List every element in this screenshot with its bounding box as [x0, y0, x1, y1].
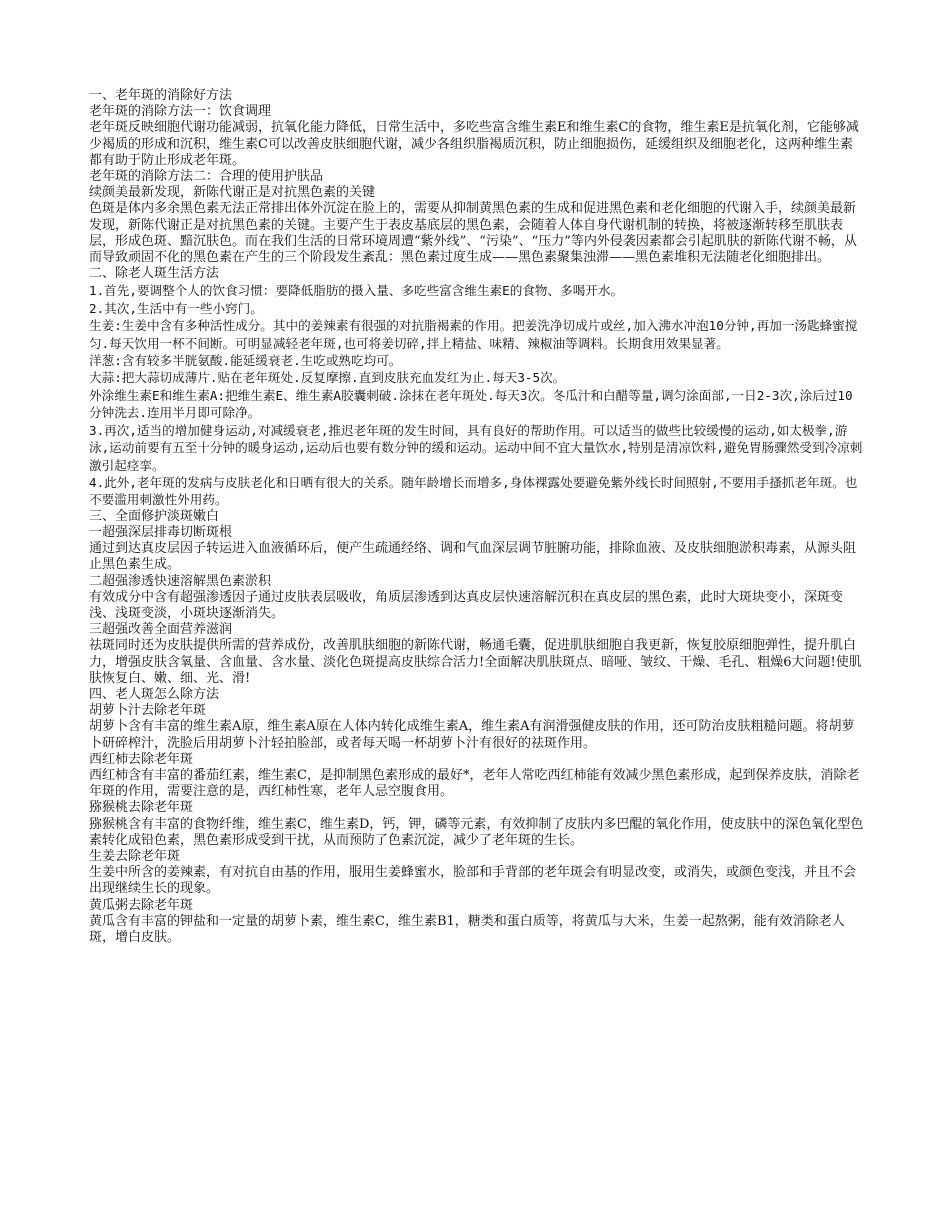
paragraph: 4.此外,老年斑的发病与皮肤老化和日晒有很大的关系。随年龄增长而增多,身体裸露处要避免紫外线长时间照射,不要用手搔抓老年斑。也不要滥用刺激性外用药。	[89, 474, 858, 508]
section-heading-2: 二、除老人斑生活方法	[89, 266, 220, 282]
subheading: 老年斑的消除方法一：饮食调理	[89, 104, 272, 120]
subheading: 二超强渗透快速溶解黑色素淤积	[89, 573, 272, 589]
paragraph: 3.再次,适当的增加健身运动,对减缓衰老,推迟老年斑的发生时间，具有良好的帮助作用。可以适当的做些比较缓慢的运动,如太极拳,游泳,运动前要有五至十分钟的暖身运动,运动后也要有数分钟的缓和运动。运动中间不宜大量饮水,特别是清凉饮料,避免胃肠骤然受到冷凉刺激引起痉挛。	[89, 422, 863, 473]
subheading: 生姜去除老年斑	[89, 848, 181, 864]
paragraph: 通过到达真皮层因子转运进入血液循环后，便产生疏通经络、调和气血深层调节脏腑功能，排除血液、及皮肤细胞淤积毒素，从源头阻止黑色素生成。	[89, 541, 857, 573]
paragraph: 西红柿含有丰富的番茄红素，维生素C，是抑制黑色素形成的最好*，老年人常吃西红柿能有效减少黑色素形成，起到保养皮肤，消除老年斑的作用，需要注意的是，西红柿性寒，老年人忌空腹食用。	[89, 767, 860, 800]
paragraph: 洋葱:含有较多半胱氨酸.能延缓衰老.生吃或熟吃均可。	[89, 353, 402, 369]
paragraph: 生姜:生姜中含有多种活性成分。其中的姜辣素有很强的对抗脂褐素的作用。把姜洗净切成片或丝,加入沸水冲泡10分钟,再加一汤匙蜂蜜搅匀.每天饮用一杯不间断。可明显减轻老年斑,也可将姜切碎,拌上精盐、味精、辣椒油等调料。长期食用效果显著。	[89, 318, 858, 351]
document-body	[89, 88, 864, 946]
paragraph: 外涂维生素E和维生素A:把维生素E、维生素A胶囊刺破.涂抹在老年斑处.每天3次。冬瓜汁和白醋等量,调匀涂面部,一日2-3次,涂后过10分钟洗去.连用半月即可除净。	[89, 387, 853, 421]
subheading: 续颜美最新发现，新陈代谢正是对抗黑色素的关键	[89, 185, 376, 201]
paragraph: 黄瓜含有丰富的钾盐和一定量的胡萝卜素，维生素C，维生素B1，糖类和蛋白质等，将黄瓜与大米，生姜一起熬粥，能有效消除老人斑，增白皮肤。	[89, 913, 845, 945]
subheading: 西红柿去除老年斑	[89, 751, 194, 767]
subheading: 老年斑的消除方法二：合理的使用护肤品	[89, 169, 324, 185]
subheading: 三超强改善全面营养滋润	[89, 622, 233, 638]
paragraph: 大蒜:把大蒜切成薄片.贴在老年斑处.反复摩擦.直到皮肤充血发红为止.每天3-5次。	[89, 370, 566, 386]
subheading: 一超强深层排毒切断斑根	[89, 524, 233, 540]
subheading: 黄瓜粥去除老年斑	[89, 897, 194, 913]
paragraph: 有效成分中含有超强渗透因子通过皮肤表层吸收，角质层渗透到达真皮层快速溶解沉积在真皮层的黑色素，此时大斑块变小，深斑变浅、浅斑变淡，小斑块逐渐消失。	[89, 589, 844, 621]
paragraph: 猕猴桃含有丰富的食物纤维，维生素C，维生素D，钙，钾，磷等元素，有效抑制了皮肤内多巴醌的氧化作用，使皮肤中的深色氧化型色素转化成铅色素，黑色素形成受到干扰，从而预防了色素沉淀，减少了老年斑的生长。	[89, 816, 864, 848]
subheading: 猕猴桃去除老年斑	[89, 800, 194, 816]
paragraph: 生姜中所含的姜辣素，有对抗自由基的作用，服用生姜蜂蜜水，脸部和手背部的老年斑会有明显改变，或消失，或颜色变浅，并且不会出现继续生长的现象。	[89, 865, 857, 897]
paragraph: 色斑是体内多余黑色素无法正常排出体外沉淀在脸上的，需要从抑制黄黑色素的生成和促进黑色素和老化细胞的代谢入手，续颜美最新发现，新陈代谢正是对抗黑色素的关键。主要产生于表皮基底层的黑色素，会随着人体自身代谢机制的转换，将被逐渐转移至肌肤表层，形成色斑、黯沉肤色。而在我们生活的日常环境周遭“紫外线”、“污染”、“压力”等内外侵袭因素都会引起肌肤的新陈代谢不畅，从而导致顽固不化的黑色素在产生的三个阶段发生紊乱：黑色素过度生成——黑色素聚集浊滞——黑色素堆积无法随老化细胞排出。	[89, 201, 857, 266]
paragraph: 老年斑反映细胞代谢功能减弱，抗氧化能力降低，日常生活中，多吃些富含维生素E和维生素C的食物，维生素E是抗氧化剂，它能够减少褐质的形成和沉积，维生素C可以改善皮肤细胞代谢，减少各组织脂褐质沉积，防止细胞损伤，延缓组织及细胞老化，这两种维生素都有助于防止形成老年斑。	[89, 120, 859, 168]
section-heading-3: 三、全面修护淡斑嫩白	[89, 508, 220, 524]
paragraph: 祛斑同时还为皮肤提供所需的营养成份，改善肌肤细胞的新陈代谢，畅通毛囊，促进肌肤细胞自我更新，恢复胶原细胞弹性，提升肌白力，增强皮肤含氧量、含血量、含水量、淡化色斑提高皮肤综合活力!全面解决肌肤斑点、暗哑、皱纹、干燥、毛孔、粗燥6大问题!使肌肤恢复白、嫩、细、光、滑!	[89, 638, 862, 686]
paragraph: 胡萝卜含有丰富的维生素A原，维生素A原在人体内转化成维生素A，维生素A有润滑强健皮肤的作用，还可防治皮肤粗糙问题。将胡萝卜研碎榨汁，洗脸后用胡萝卜汁轻拍脸部，或者每天喝一杯胡萝卜汁有很好的祛斑作用。	[89, 719, 855, 751]
subheading: 胡萝卜汁去除老年斑	[89, 703, 207, 719]
section-heading-1: 一、老年斑的消除好方法	[89, 88, 233, 103]
paragraph: 2.其次,生活中有一些小窍门。	[89, 300, 263, 316]
section-heading-4: 四、老人斑怎么除方法	[89, 686, 220, 702]
paragraph: 1.首先,要调整个人的饮食习惯：要降低脂肪的摄入量、多吃些富含维生素E的食物、多喝开水。	[89, 283, 624, 299]
